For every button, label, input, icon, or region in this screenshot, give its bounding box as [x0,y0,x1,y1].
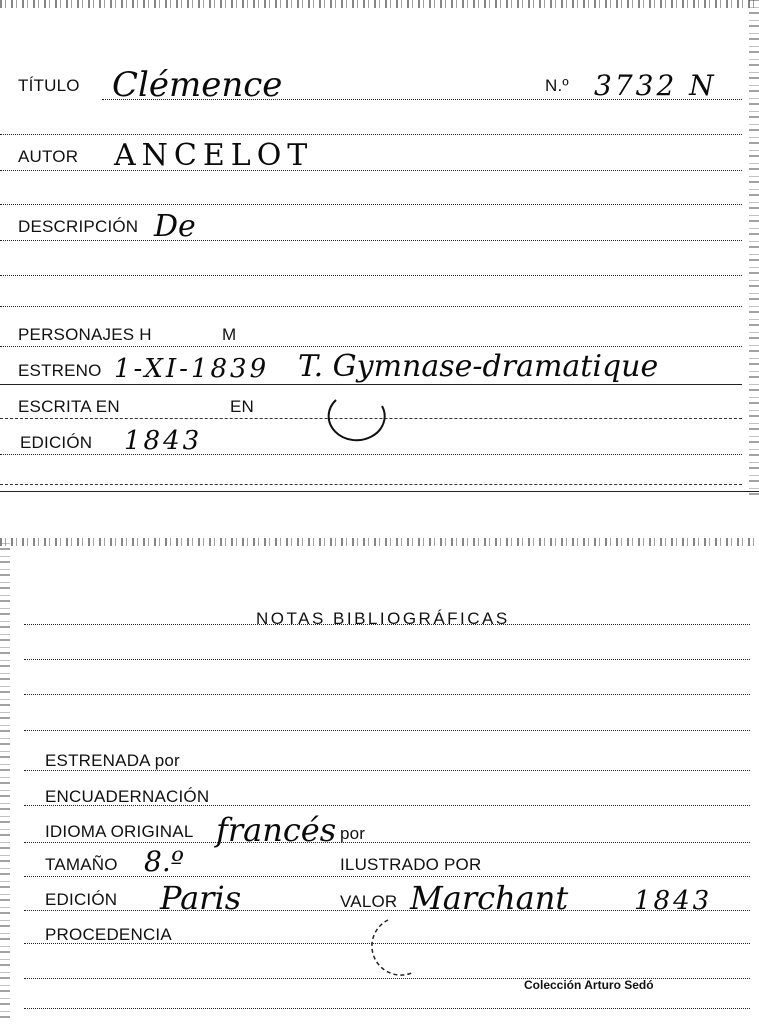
ruled-line [0,306,742,307]
encuadernacion-label: ENCUADERNACIÓN [45,787,210,806]
edicion-back-label: EDICIÓN [45,890,118,909]
edicion-line [0,454,742,455]
coleccion-label: Colección Arturo Sedó [524,978,654,992]
edicion-back-value: Paris [160,879,242,917]
card-edge-noise [749,0,759,495]
card-separator [0,491,759,492]
estreno-label: ESTRENO [18,361,102,380]
ruled-line [24,694,750,695]
catalog-card-back [0,538,759,1018]
estreno-place: T. Gymnase-dramatique [298,349,659,384]
ruled-line [24,624,750,625]
valor-label: VALOR [340,892,398,911]
card-torn-edge [0,538,759,546]
estrenada-line [24,770,750,771]
edicion-value: 1843 [124,426,203,456]
idioma-line [24,842,750,843]
stamp-circle [322,396,392,448]
tamano-value: 8.º [144,845,184,878]
valor-value: Marchant [410,879,569,917]
stamp-circle [366,916,426,978]
idioma-por-label: por [340,824,366,843]
notas-heading: NOTAS BIBLIOGRÁFICAS [256,609,510,628]
ruled-line [24,730,750,731]
numero-label: N.º [545,76,569,95]
autor-value: ANCELOT [114,138,314,173]
titulo-label: TÍTULO [18,76,80,95]
ruled-line [0,484,742,485]
autor-line [0,170,742,171]
estreno-date: 1-XI-1839 [114,354,270,384]
titulo-value: Clémence [112,65,283,105]
estreno-line [0,384,742,385]
tamano-line [24,876,750,877]
descripcion-value: De [154,209,196,244]
tamano-label: TAMAÑO [45,855,118,874]
descripcion-label: DESCRIPCIÓN [18,217,139,236]
escrita-label: ESCRITA EN [18,397,120,416]
edicion-back-line [24,910,750,911]
ruled-line [0,204,742,205]
idioma-label: IDIOMA ORIGINAL [45,822,194,841]
ruled-line [24,1008,750,1009]
encuadernacion-line [24,805,750,806]
valor-year: 1843 [634,886,713,916]
personajes-label: PERSONAJES H [18,325,152,344]
escrita-en-label: EN [230,397,255,416]
numero-value: 3732 N [594,69,717,102]
descripcion-line [0,240,742,241]
personajes-m-label: M [222,325,237,344]
idioma-value: francés [216,811,337,849]
ruled-line [0,134,742,135]
ruled-line [24,659,750,660]
catalog-card-front [0,0,759,495]
edicion-label: EDICIÓN [20,433,93,452]
card-edge-noise [0,538,10,1018]
titulo-line [102,99,742,100]
personajes-line [0,346,742,347]
card-torn-edge [0,0,759,8]
estrenada-label: ESTRENADA por [45,751,180,770]
autor-label: AUTOR [18,147,79,166]
ilustrado-label: ILUSTRADO POR [340,855,482,874]
procedencia-label: PROCEDENCIA [45,925,172,944]
ruled-line [0,275,742,276]
